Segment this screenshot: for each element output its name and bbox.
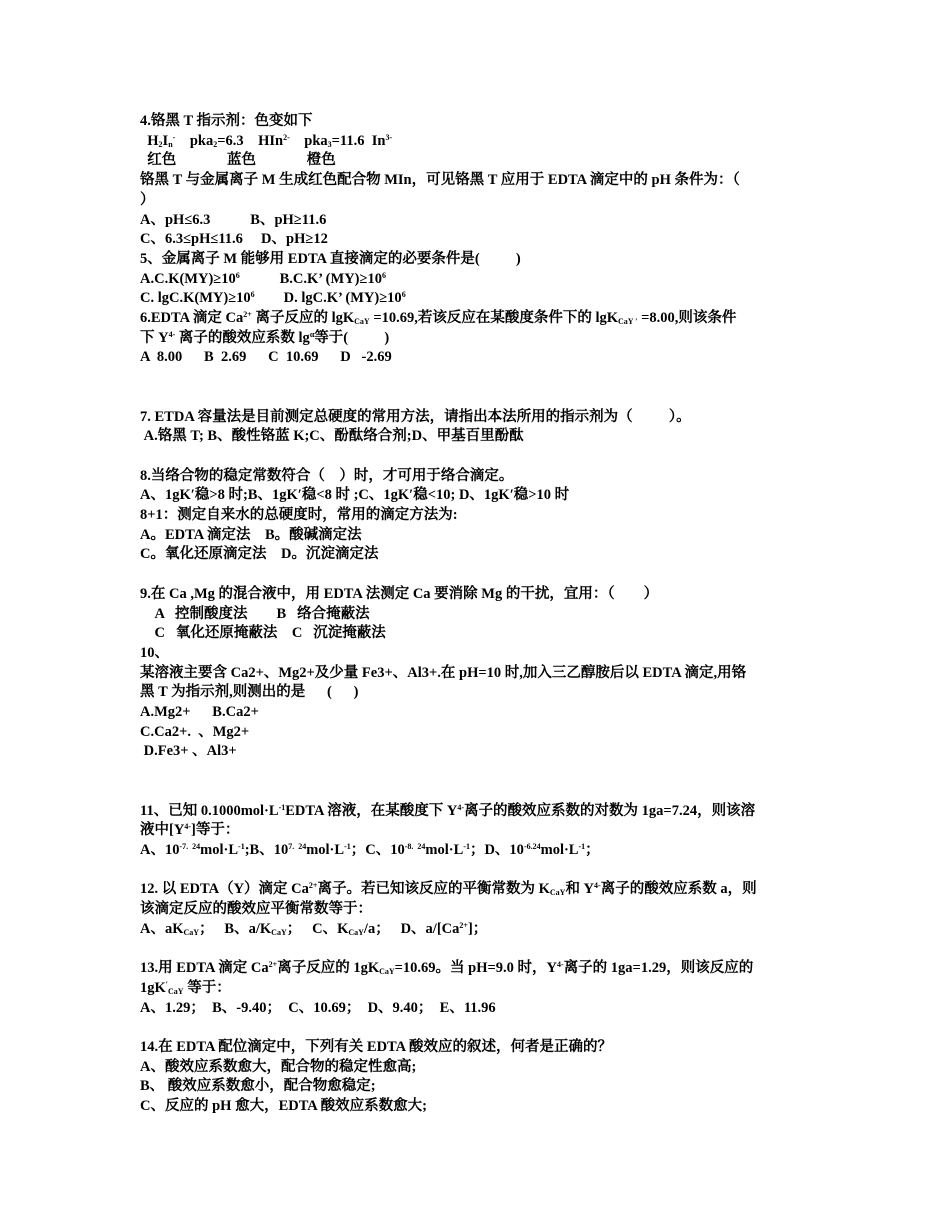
q4-options-ab: A、pH≤6.3 B、pH≥11.6 xyxy=(140,211,327,228)
spacer xyxy=(140,861,815,881)
q5-options-ab: $A.C.K(MY)\ge 10^6$ B.C.K’ $(MY)\ge 10^6$ xyxy=(140,270,386,287)
q4-indicator-equilibrium: $H_2I_n^-$ pka$_2$=6.3 HIn$^{2-}$ pka$_3$=11.6 $In^{3-}$ xyxy=(140,132,393,149)
q8-extra-question: 8+1：测定自来水的总硬度时，常用的滴定方法为: xyxy=(140,507,458,524)
q12-question: 12. 以 EDTA（Y）滴定 $Ca^{2+}$离子。若已知该反应的平衡常数为 $K_{CaY}$和 $Y^{4-}$离子的酸效应系数 a，则 xyxy=(140,881,757,898)
q12-options: A、$aK_{CaY}$； B、$a/K_{CaY}$； C、$K_{CaY}/a$； D、$a/[Ca^{2+}]$； xyxy=(140,920,488,937)
q7-question: 7. ETDA 容量法是目前测定总硬度的常用方法，请指出本法所用的指示剂为（ ）。 xyxy=(140,408,691,425)
spacer xyxy=(140,447,815,467)
q10-option-d: D.Fe3+ 、Al3+ xyxy=(140,743,237,760)
q6-options: A 8.00 B 2.69 C 10.69 D -2.69 xyxy=(140,349,392,366)
q11-options: A、$10^{-7. 24}mol\cdot L^{-1};B$、$10^{7. 24}mol\cdot L^{-1}$；C、$10^{-8. 24}mol\cdot L^{-1}$；D、$10^{-6.24}mol\cdot L^{-1}$； xyxy=(140,841,600,858)
q11-question: 11、已知 $0.1000mol\cdot L^{-1}EDTA$ 溶液，在某酸度下 $Y^{4-}$离子的酸效应系数的对数为 1ga=7.24，则该溶 xyxy=(140,802,756,819)
q10-question-cont: 黑 T 为指示剂,则测出的是 ( ) xyxy=(140,684,359,701)
q6-question-cont: 下 $Y^{4-}$ 离子的酸效应系数 $\lg^\alpha$等于( ) xyxy=(140,329,390,346)
q7-options: A.铬黑 T; B、酸性铬蓝 K;C、酚酞络合剂;D、甲基百里酚酞 xyxy=(140,428,524,445)
q8-extra-options-ab: A。EDTA 滴定法 B。酸碱滴定法 xyxy=(140,526,362,543)
q8-options: A、1gK′稳>8 时;B、1gK′稳<8 时 ;C、1gK′稳<10; D、1gK′稳>10 时 xyxy=(140,487,570,504)
spacer xyxy=(140,939,815,959)
spacer xyxy=(140,565,815,585)
q4-question: 铬黑 T 与金属离子 M 生成红色配合物 MIn，可见铬黑 T 应用于 EDTA 滴定中的 pH 条件为：（ xyxy=(140,172,740,189)
q13-question: 13.用 EDTA 滴定 $Ca^{2+}$离子反应的 $1gK_{CaY}=10.69$。当 pH=9.0 时，$Y^{4-}$离子的 1ga=1.29，则该反应的 xyxy=(140,960,754,977)
q4-question-cont: ） xyxy=(140,191,155,208)
q5-options-cd: C. $\lg C.K(MY)\ge 10^6$ D. lgC.K’ $(MY)\ge 10^6$ xyxy=(140,290,406,307)
spacer xyxy=(140,368,815,407)
spacer xyxy=(140,762,815,801)
q13-question-cont: $1gK'_{CaY}$ 等于： xyxy=(140,979,231,996)
q6-question: 6.EDTA 滴定 $Ca^{2+}$ 离子反应的 lgK$_{CaY}$ =10.69,若该反应在某酸度条件下的 lgK$_{CaY '}$ =8.00,则该条件 xyxy=(140,310,737,327)
q13-options: A、1.29； B、-9.40； C、10.69； D、9.40； E、11.96 xyxy=(140,999,496,1016)
q10-question: 某溶液主要含 Ca2+、Mg2+及少量 Fe3+、Al3+.在 pH=10 时,加入三乙醇胺后以 EDTA 滴定,用铬 xyxy=(140,664,747,681)
q10-number: 10、 xyxy=(140,644,169,661)
q9-question: 9.在 Ca ,Mg 的混合液中，用 EDTA 法测定 Ca 要消除 Mg 的干扰，宜用：（ ） xyxy=(140,585,659,602)
exam-page xyxy=(140,112,815,1117)
q9-options-ab: A 控制酸度法 B 络合掩蔽法 xyxy=(140,605,370,622)
q9-options-cd: C 氧化还原掩蔽法 C 沉淀掩蔽法 xyxy=(140,625,386,642)
q11-question-cont: 液中$[Y^{4-}]$等于： xyxy=(140,822,240,839)
q14-question: 14.在 EDTA 配位滴定中，下列有关 EDTA 酸效应的叙述，何者是正确的？ xyxy=(140,1038,612,1055)
q14-option-b: B、 酸效应系数愈小，配合物愈稳定; xyxy=(140,1078,376,1095)
q14-option-a: A、酸效应系数愈大，配合物的稳定性愈高; xyxy=(140,1058,417,1075)
q10-option-c: C.Ca2+. 、Mg2+ xyxy=(140,723,250,740)
q8-question: 8.当络合物的稳定常数符合（ ）时，才可用于络合滴定。 xyxy=(140,467,514,484)
q4-title: 4.铬黑 T 指示剂：色变如下 xyxy=(140,113,313,129)
q4-colors: 红色 蓝色 橙色 xyxy=(140,152,336,169)
q4-options-cd: C、6.3≤pH≤11.6 D、pH≥12 xyxy=(140,231,328,248)
q8-extra-options-cd: C。氧化还原滴定法 D。沉淀滴定法 xyxy=(140,546,379,563)
q5-question: 5、金属离子 M 能够用 EDTA 直接滴定的必要条件是( ) xyxy=(140,250,521,267)
q12-question-cont: 该滴定反应的酸效应平衡常数等于： xyxy=(140,901,372,918)
spacer xyxy=(140,1018,815,1038)
q10-option-a-b: A.Mg2+ B.Ca2+ xyxy=(140,704,259,721)
q14-option-c: C、反应的 pH 愈大，EDTA 酸效应系数愈大; xyxy=(140,1098,427,1115)
